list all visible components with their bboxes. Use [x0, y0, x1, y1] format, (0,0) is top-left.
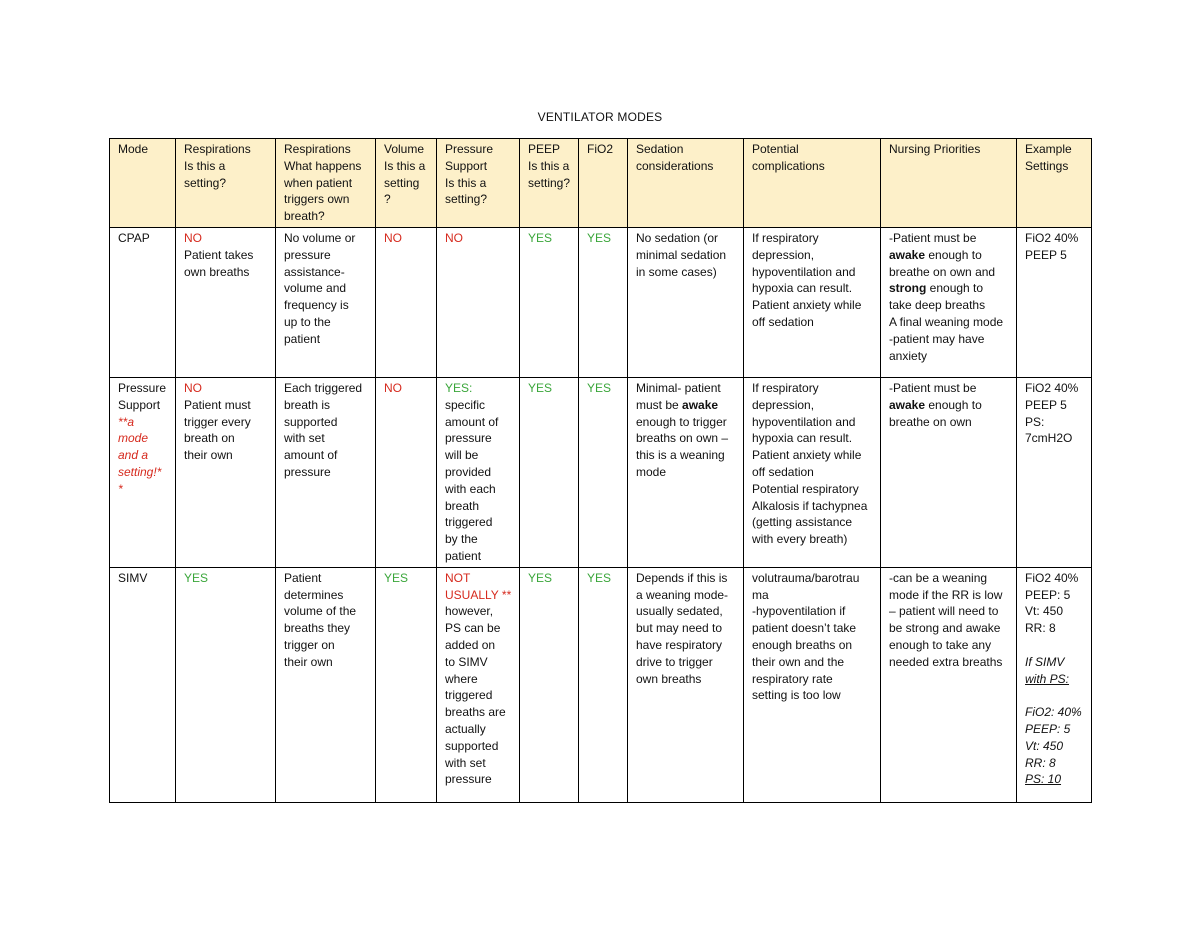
header-resp-setting: Respirations Is this a setting? — [176, 139, 276, 228]
cell-sedation: Depends if this is a weaning mode- usually sedated, but may need to have respiratory drive to trigger own breaths — [628, 567, 744, 802]
header-nursing: Nursing Priorities — [881, 139, 1017, 228]
cell-nursing: -Patient must be awake enough to breathe on own and strong enough to take deep breaths A final weaning mode -patient may have anxiety — [881, 227, 1017, 377]
cell-complications: If respiratory depression, hypoventilation and hypoxia can result. Patient anxiety while off sedation Potential respiratory Alkalosis if tachypnea (getting assistance with every breath) — [744, 377, 881, 567]
cell-settings: FiO2 40% PEEP 5 — [1017, 227, 1092, 377]
cell-complications: volutrauma/barotrau ma -hypoventilation if patient doesn’t take enough breaths on their own and the respiratory rate setting is too low — [744, 567, 881, 802]
cell-settings: FiO2 40% PEEP 5 PS: 7cmH2O — [1017, 377, 1092, 567]
header-pressure-support: Pressure Support Is this a setting? — [437, 139, 520, 228]
cell-resp-trigger: Each triggered breath is supported with set amount of pressure — [276, 377, 376, 567]
table-row-cpap — [110, 227, 1092, 377]
cell-sedation: Minimal- patient must be awake enough to trigger breaths on own – this is a weaning mode — [628, 377, 744, 567]
cell-resp-setting: NO Patient must trigger every breath on their own — [176, 377, 276, 567]
cell-resp-trigger: No volume or pressure assistance- volume and frequency is up to the patient — [276, 227, 376, 377]
cell-peep: YES — [520, 567, 579, 802]
document-title: VENTILATOR MODES — [537, 110, 663, 124]
cell-nursing: -Patient must be awake enough to breathe on own — [881, 377, 1017, 567]
cell-fio2: YES — [579, 567, 628, 802]
header-row — [110, 139, 1092, 228]
header-fio2: FiO2 — [579, 139, 628, 228]
cell-pressure-support: NOT USUALLY ** however, PS can be added on to SIMV where triggered breaths are actually supported with set pressure — [437, 567, 520, 802]
cell-sedation: No sedation (or minimal sedation in some cases) — [628, 227, 744, 377]
header-peep: PEEP Is this a setting? — [520, 139, 579, 228]
table-row-pressure-support — [110, 377, 1092, 567]
cell-peep: YES — [520, 377, 579, 567]
cell-mode: SIMV — [110, 567, 176, 802]
header-volume: Volume Is this a setting ? — [376, 139, 437, 228]
cell-nursing: -can be a weaning mode if the RR is low – patient will need to be strong and awake enough to take any needed extra breaths — [881, 567, 1017, 802]
cell-pressure-support: YES: specific amount of pressure will be provided with each breath triggered by the patient — [437, 377, 520, 567]
cell-resp-setting: YES — [176, 567, 276, 802]
header-resp-trigger: Respirations What happens when patient triggers own breath? — [276, 139, 376, 228]
cell-mode: CPAP — [110, 227, 176, 377]
cell-resp-trigger: Patient determines volume of the breaths they trigger on their own — [276, 567, 376, 802]
cell-mode: Pressure Support **a mode and a setting!* * — [110, 377, 176, 567]
header-sedation: Sedation considerations — [628, 139, 744, 228]
ventilator-modes-table — [109, 138, 1092, 803]
cell-volume: NO — [376, 227, 437, 377]
cell-volume: YES — [376, 567, 437, 802]
cell-fio2: YES — [579, 377, 628, 567]
header-mode: Mode — [110, 139, 176, 228]
cell-peep: YES — [520, 227, 579, 377]
cell-pressure-support: NO — [437, 227, 520, 377]
header-complications: Potential complications — [744, 139, 881, 228]
table-row-simv — [110, 567, 1092, 802]
cell-settings: FiO2 40% PEEP: 5 Vt: 450 RR: 8 If SIMV with PS: FiO2: 40% PEEP: 5 Vt: 450 RR: 8 PS: 10 — [1017, 567, 1092, 802]
header-settings: Example Settings — [1017, 139, 1092, 228]
cell-complications: If respiratory depression, hypoventilation and hypoxia can result. Patient anxiety while off sedation — [744, 227, 881, 377]
cell-volume: NO — [376, 377, 437, 567]
cell-resp-setting: NO Patient takes own breaths — [176, 227, 276, 377]
cell-fio2: YES — [579, 227, 628, 377]
